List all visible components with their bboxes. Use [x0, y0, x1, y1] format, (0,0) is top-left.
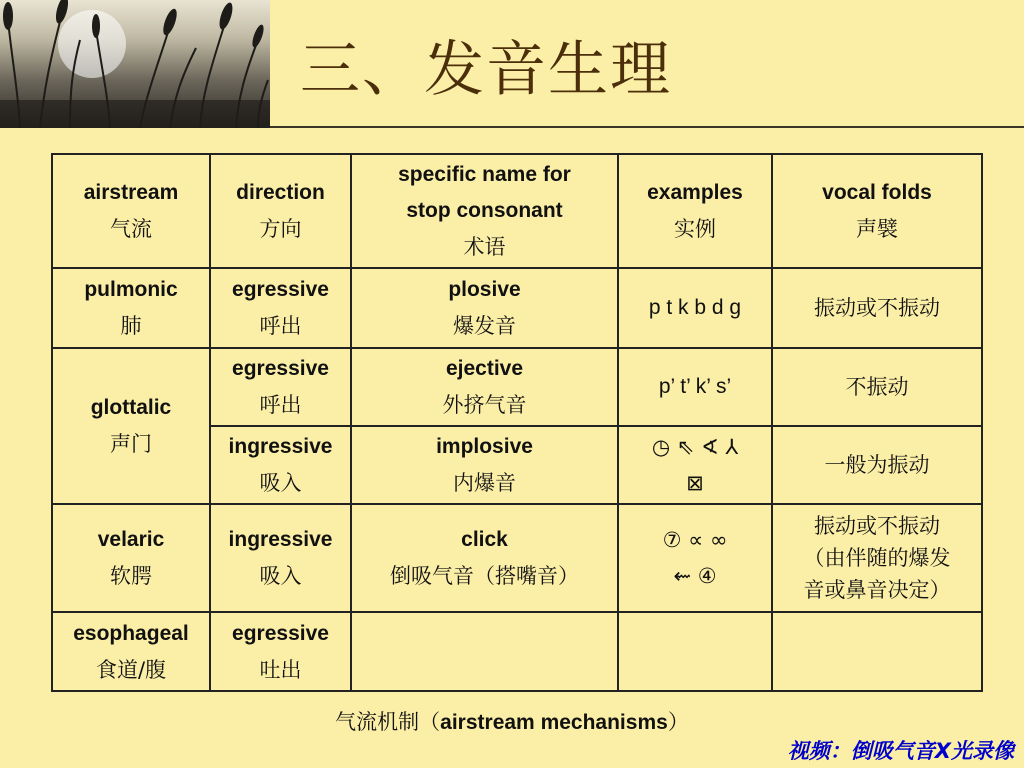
- cell-vocal-folds: 不振动: [772, 348, 982, 426]
- cell-vocal-folds: [772, 612, 982, 691]
- cell-examples: p t k b d g: [618, 268, 772, 348]
- cell-vocal-folds: 一般为振动: [772, 426, 982, 504]
- cell-direction: ingressive 吸入: [210, 504, 351, 612]
- cell-examples: ◷ ⇖ ∢ ⅄ ⊠: [618, 426, 772, 504]
- video-link[interactable]: 视频：倒吸气音X光录像: [787, 739, 1014, 763]
- table-row-pulmonic: [52, 268, 982, 348]
- cell-direction: egressive 呼出: [210, 268, 351, 348]
- cell-airstream: glottalic 声门: [52, 348, 210, 504]
- cell-examples: p’ t’ k’ s’: [618, 348, 772, 426]
- cell-examples: [618, 612, 772, 691]
- cell-airstream: pulmonic 肺: [52, 268, 210, 348]
- header-wheat-photo: [0, 0, 270, 128]
- table-caption: 气流机制（airstream mechanisms）: [335, 710, 689, 734]
- cell-vocal-folds: 振动或不振动 （由伴随的爆发 音或鼻音决定）: [772, 504, 982, 612]
- cell-examples: ⑦ ∝ ∞ ⇜ ④: [618, 504, 772, 612]
- header-airstream: airstream 气流: [52, 154, 210, 268]
- table-row-velaric: [52, 504, 982, 612]
- airstream-mechanism-table: [51, 153, 983, 692]
- page-title: 三、发音生理: [300, 35, 672, 105]
- header-vocal-folds: vocal folds 声襞: [772, 154, 982, 268]
- cell-airstream: velaric 软腭: [52, 504, 210, 612]
- cell-airstream: esophageal 食道/腹: [52, 612, 210, 691]
- header-direction: direction 方向: [210, 154, 351, 268]
- cell-direction: egressive 呼出: [210, 348, 351, 426]
- cell-specific-name: ejective 外挤气音: [351, 348, 618, 426]
- header-examples: examples 实例: [618, 154, 772, 268]
- header-divider: [270, 126, 1024, 128]
- header-specific-name: specific name for stop consonant 术语: [351, 154, 618, 268]
- cell-specific-name: plosive 爆发音: [351, 268, 618, 348]
- cell-direction: ingressive 吸入: [210, 426, 351, 504]
- table-row-esophageal: [52, 612, 982, 691]
- cell-specific-name: [351, 612, 618, 691]
- table-header-row: [52, 154, 982, 268]
- cell-direction: egressive 吐出: [210, 612, 351, 691]
- cell-vocal-folds: 振动或不振动: [772, 268, 982, 348]
- cell-specific-name: click 倒吸气音（搭嘴音）: [351, 504, 618, 612]
- table-row-glottalic-ejective: [52, 348, 982, 426]
- cell-specific-name: implosive 内爆音: [351, 426, 618, 504]
